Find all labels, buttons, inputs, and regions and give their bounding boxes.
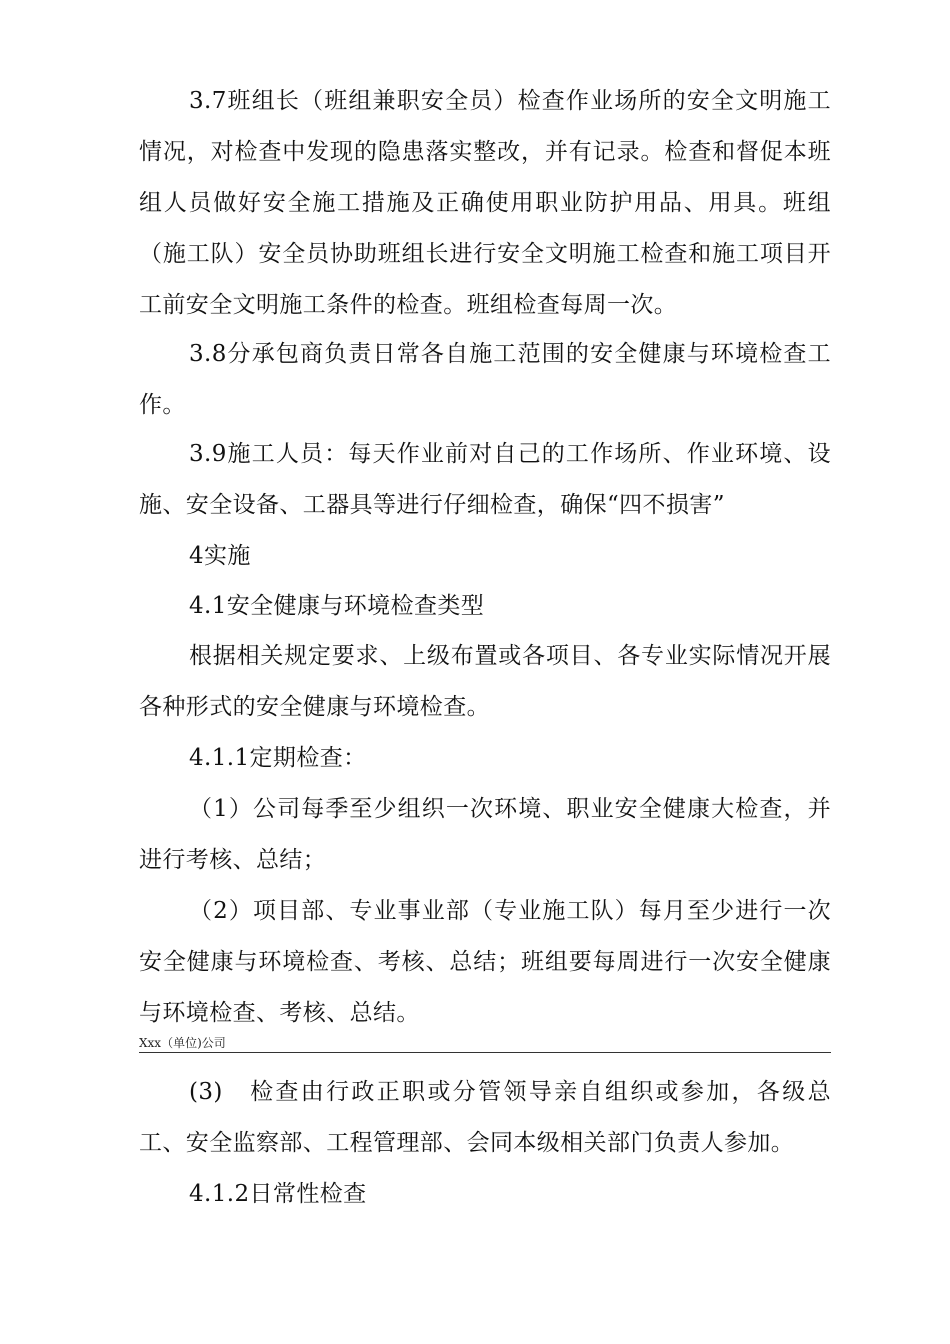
footer-company: Xxx（单位)公司 xyxy=(139,1036,226,1050)
paragraph-item-3: (3) 检查由行政正职或分管领导亲自组织或参加，各级总工、安全监察部、工程管理部、会同本级相关部门负责人参加。 xyxy=(139,1079,831,1156)
paragraph-3-9: 3.9施工人员：每天作业前对自己的工作场所、作业环境、设施、安全设备、工器具等进行仔细检查，确保“四不损害” xyxy=(139,441,831,518)
page-footer xyxy=(139,1036,831,1053)
heading-4: 4实施 xyxy=(189,543,251,569)
heading-4-1: 4.1安全健康与环境检查类型 xyxy=(189,593,485,619)
paragraph-item-2: （2）项目部、专业事业部（专业施工队）每月至少进行一次安全健康与环境检查、考核、总结；班组要每周进行一次安全健康与环境检查、考核、总结。 xyxy=(139,898,831,1026)
heading-4-1-2: 4.1.2日常性检查 xyxy=(189,1181,367,1207)
paragraph-4-1-intro: 根据相关规定要求、上级布置或各项目、各专业实际情况开展各种形式的安全健康与环境检查。 xyxy=(139,643,831,720)
paragraph-item-1: （1）公司每季至少组织一次环境、职业安全健康大检查，并进行考核、总结； xyxy=(139,796,831,873)
paragraph-3-7: 3.7班组长（班组兼职安全员）检查作业场所的安全文明施工情况，对检查中发现的隐患落实整改，并有记录。检查和督促本班组人员做好安全施工措施及正确使用职业防护用品、用具。班组（施工队）安全员协助班组长进行安全文明施工检查和施工项目开工前安全文明施工条件的检查。班组检查每周一次。 xyxy=(139,88,831,318)
paragraph-3-8: 3.8分承包商负责日常各自施工范围的安全健康与环境检查工作。 xyxy=(139,341,831,418)
heading-4-1-1: 4.1.1定期检查： xyxy=(189,745,367,771)
